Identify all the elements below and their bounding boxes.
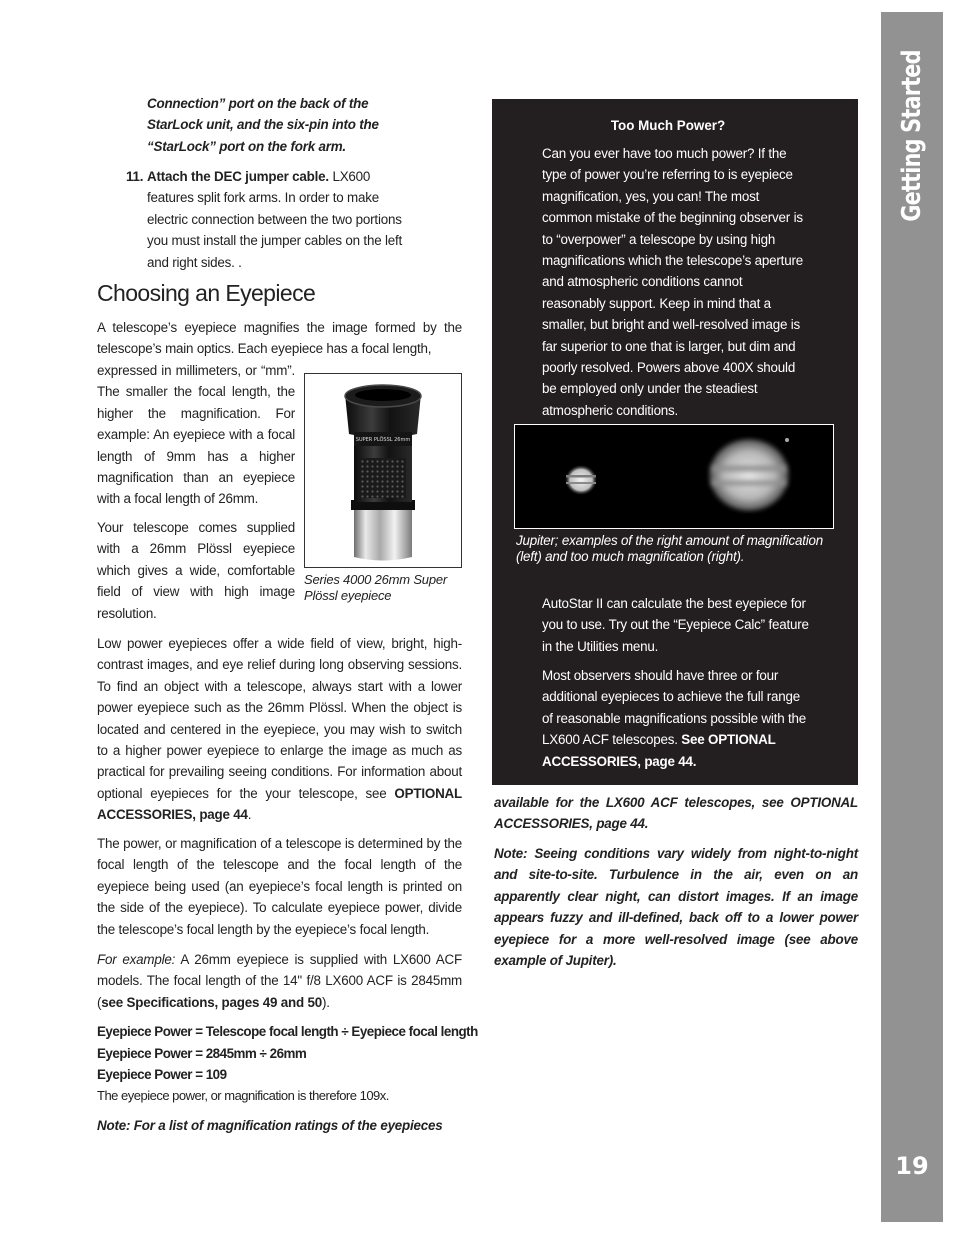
- low-power-text: Low power eyepieces offer a wide field of view, bright, high-contrast images, and eye relief during long observing sessions. To find an object with a telescope, always start with a lower power eyepiece such as the 26mm Plössl. When the object is located and centered in the eyepiece, you may wish to switch to a higher power eyepiece to enlarge the image as much as practical for prevailing seeing conditions. For information about optional eyepieces for the your telescope, see: [97, 636, 462, 801]
- section-tab-title: Getting Started: [897, 50, 927, 222]
- formula-line-3: Eyepiece Power = 109: [97, 1067, 227, 1082]
- note-continuation: available for the LX600 ACF telescopes, see OPTIONAL ACCESSORIES, page 44.: [494, 795, 858, 832]
- jupiter-caption: Jupiter; examples of the right amount of magnification (left) and too much magnification (right).: [516, 533, 824, 564]
- step-11-text: LX600 features split fork arms. In order to make electric connection between the two portions you must install the jumper cables on the left and right sides. .: [147, 169, 403, 270]
- low-power-paragraph: [97, 633, 462, 826]
- page-number: 19: [895, 1152, 929, 1180]
- note-seeing-conditions: Note: Seeing conditions vary widely from night-to-night and site-to-site. Turbulence in the air, even on an apparently clear night, can distort images. If an image appears fuzzy and ill-defined, back off to a lower power eyepiece for a more well-resolved image (see above example of Jupiter).: [494, 846, 858, 969]
- box-title: Too Much Power?: [610, 118, 726, 133]
- example-text: A 26mm eyepiece is supplied with LX600 ACF models. The focal length of the 14" f/8 LX600 ACF is 2845mm (: [97, 952, 462, 1010]
- jupiter-photo: [514, 424, 834, 529]
- intro-paragraph-1: A telescope’s eyepiece magnifies the image formed by the telescope’s main optics. Each eyepiece has a focal length,: [97, 320, 462, 357]
- box-paragraph-2: AutoStar II can calculate the best eyepiece for you to use. Try out the “Eyepiece Calc” feature in the Utilities menu.: [542, 596, 809, 654]
- box-paragraph-3-text: Most observers should have three or four additional eyepieces to achieve the full range of reasonable magnifications possible with the LX600 ACF telescopes.: [542, 668, 806, 748]
- step-continuation: Connection” port on the back of the StarLock unit, and the six-pin into the “StarLock” port on the fork arm.: [147, 96, 379, 154]
- box-paragraph-3: [542, 665, 812, 772]
- intro-paragraph-3: Your telescope comes supplied with a 26mm Plössl eyepiece which gives a wide, comfortable field of view with high image resolution.: [97, 520, 295, 621]
- eyepiece-illustration: [305, 374, 461, 567]
- eyepiece-engraving: SUPER PLÖSSL 26mm: [355, 437, 411, 443]
- box-accessories-ref: See OPTIONAL ACCESSORIES, page 44.: [542, 732, 776, 769]
- example-end: ).: [322, 994, 330, 1010]
- example-paragraph: [97, 949, 462, 1013]
- low-power-end: .: [247, 807, 252, 823]
- eyepiece-caption: Series 4000 26mm Super Plössl eyepiece: [304, 572, 448, 603]
- specifications-ref: see Specifications, pages 49 and 50: [101, 994, 323, 1010]
- step-11-lead: Attach the DEC jumper cable.: [147, 169, 329, 184]
- box-paragraph-1: Can you ever have too much power? If the type of power you’re referring to is eyepiece magnification, yes, you can! The most common mistake of the beginning observer is to “overpower” a telescope by using high magnifications which the telescope’s aperture and atmospheric conditions cannot reasonably support. Keep in mind that a smaller, but bright and well-resolved image is far superior to one that is larger, but dim and poorly resolved. Powers above 400X should be employed only under the steadiest atmospheric conditions.: [542, 146, 803, 418]
- note-magnification: Note: For a list of magnification ratings of the eyepieces: [97, 1118, 443, 1133]
- optional-accessories-ref: OPTIONAL ACCESSORIES, page 44: [97, 785, 462, 823]
- section-heading: Choosing an Eyepiece: [97, 280, 316, 306]
- step-11-number: 11.: [126, 169, 144, 184]
- formula-result: The eyepiece power, or magnification is therefore 109x.: [97, 1088, 389, 1103]
- intro-paragraph-2: expressed in millimeters, or “mm”. The smaller the focal length, the higher the magnification. For example: An eyepiece with a focal length of 9mm has a higher magnification than an eyepiece with a focal length of 26mm.: [97, 363, 295, 507]
- formula-line-2: Eyepiece Power = 2845mm ÷ 26mm: [97, 1046, 307, 1061]
- step-11: [147, 166, 417, 273]
- jupiter-illustration: [515, 425, 833, 528]
- power-paragraph: The power, or magnification of a telescope is determined by the focal length of the telescope and the focal length of the eyepiece being used (an eyepiece’s focal length is printed on the side of the eyepiece). To calculate eyepiece power, divide the telescope’s focal length by the eyepiece’s focal length.: [97, 836, 462, 937]
- eyepiece-photo: [304, 373, 462, 568]
- formula-line-1: Eyepiece Power = Telescope focal length ÷ Eyepiece focal length: [97, 1024, 478, 1039]
- example-lead: For example:: [97, 952, 176, 967]
